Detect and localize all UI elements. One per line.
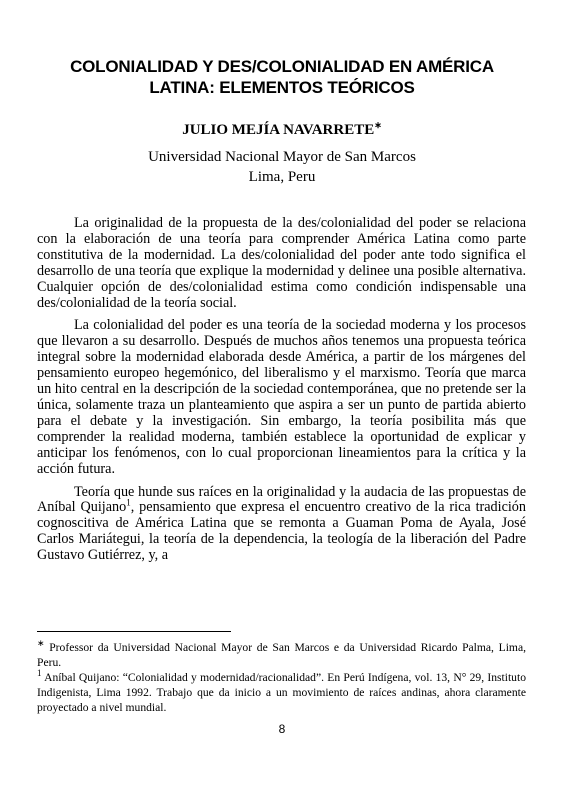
footnote-divider	[37, 631, 231, 632]
footnotes	[37, 640, 526, 715]
footnote-ref-1: 1	[126, 497, 131, 508]
author-name	[20, 121, 544, 139]
paragraph-3-text-a: Teoría que hunde sus raíces en la originalidad y la audacia de las propuestas de Aníbal Quijano	[37, 483, 526, 516]
author-affiliation	[20, 147, 544, 187]
affiliation-line-2: Lima, Peru	[248, 169, 316, 185]
paragraph-2: La colonialidad del poder es una teoría de la sociedad moderna y los procesos que llevaron a su desarrollo. Después de muchos años tenemos una propuesta teórica integral sobre la modernidad elaborada desde América, a partir de los márgenes del pensamiento europeo hegemónico, del liberalismo y el marxismo. Teoría que marca un hito central en la descripción de la sociedad contemporánea, que no pretende ser la única, solamente traza un planteamiento que aspira a ser un punto de partida abierto para el debate y la investigación. Sin embargo, la teoría posibilita más que comprender la realidad moderna, también establece la oportunidad de explicar y anticipar los fenómenos, con lo cual proporcionan lineamientos para la crítica y la acción futura.	[37, 317, 526, 477]
page-number: 8	[278, 722, 286, 736]
paragraph-3	[37, 485, 526, 565]
article-title	[20, 56, 544, 98]
footnote-1	[37, 640, 526, 670]
affiliation-line-1: Universidad Nacional Mayor de San Marcos	[148, 149, 416, 165]
footnote-2	[37, 670, 526, 715]
title-line-2: LATINA: ELEMENTOS TEÓRICOS	[149, 78, 415, 97]
footnote-1-text: Professor da Universidad Nacional Mayor de San Marcos e da Universidad Ricardo Palma, Lima, Peru.	[37, 641, 526, 669]
paragraph-1: La originalidad de la propuesta de la des/colonialidad del poder se relaciona con la elaboración de una teoría para comprender América Latina como parte constitutiva de la modernidad. La des/colonialidad del poder ante todo significa el desarrollo de una teoría que explique la modernidad y delinee una posible alternativa. Cualquier opción de des/colonialidad estima como condición indispensable una des/colonialidad de la teoría social.	[37, 215, 526, 311]
title-line-1: COLONIALIDAD Y DES/COLONIALIDAD EN AMÉRICA	[70, 57, 494, 76]
footnote-2-mark: 1	[37, 668, 42, 679]
author-footnote-mark: ∗	[374, 120, 382, 130]
footnote-1-mark: ∗	[37, 638, 45, 649]
article-body	[37, 216, 526, 571]
author-name-text: JULIO MEJÍA NAVARRETE	[182, 122, 375, 138]
footnote-2-text: Aníbal Quijano: “Colonialidad y modernidad/racionalidad”. En Perú Indígena, vol. 13, N° 29, Instituto Indigenista, Lima 1992. Trabajo que da inicio a un movimiento de raíces andinas, ahora claramente proyectado a nivel mundial.	[37, 671, 526, 714]
paragraph-3-text-b: , pensamiento que expresa el encuentro creativo de la rica tradición cognoscitiva de América Latina que se remonta a Guaman Poma de Ayala, José Carlos Mariátegui, la teoría de la dependencia, la teología de la liberación del Padre Gustavo Gutiérrez, y, a	[37, 499, 526, 564]
